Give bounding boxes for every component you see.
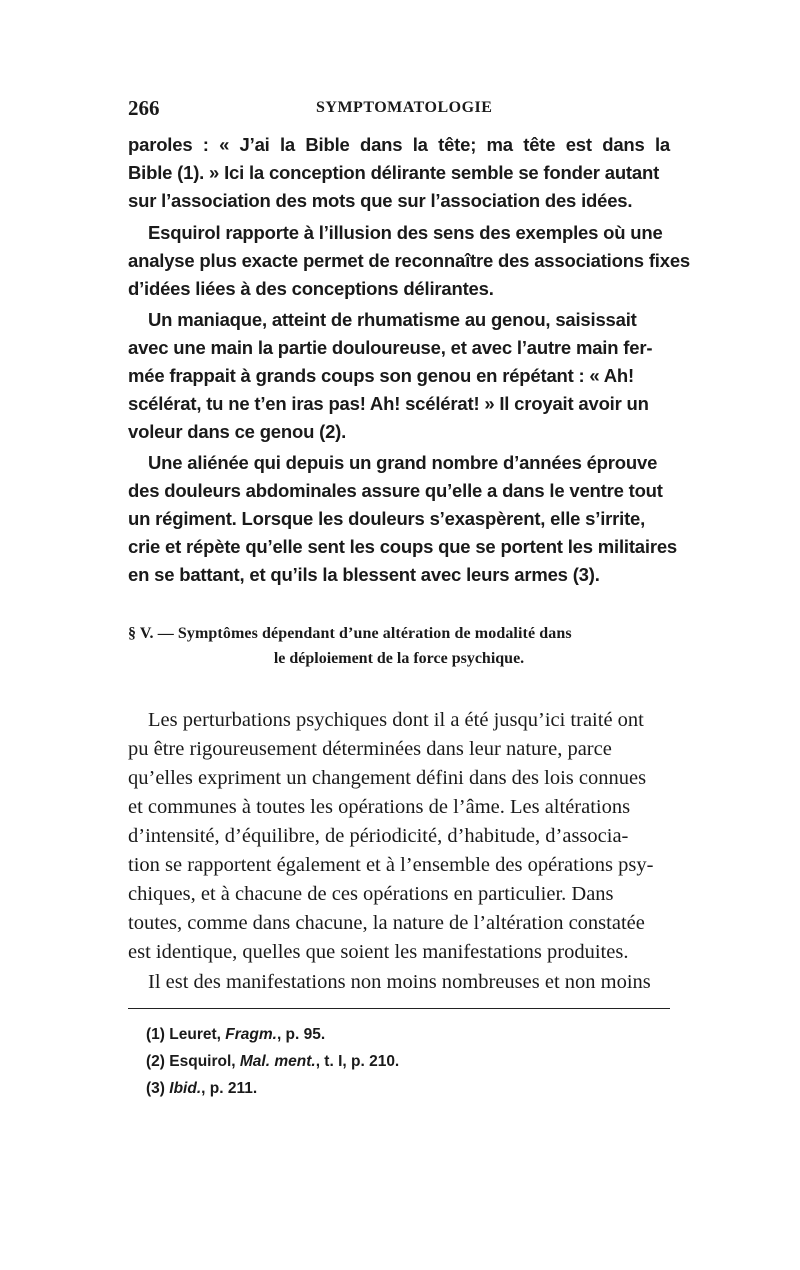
- footnote-ref: , p. 211.: [201, 1080, 258, 1097]
- text-line: un régiment. Lorsque les douleurs s’exaspèrent, elle s’irrite,: [128, 508, 646, 529]
- page-header: [128, 96, 670, 124]
- footnote-1: [146, 1026, 325, 1044]
- text-line: Il est des manifestations non moins nombreuses et non moins: [148, 971, 651, 993]
- running-head: SYMPTOMATOLOGIE: [316, 99, 493, 116]
- footnote-title: Ibid.: [169, 1080, 202, 1097]
- text-line: voleur dans ce genou (2).: [128, 421, 347, 442]
- text-line: crie et répète qu’elle sent les coups que se portent les militaires: [128, 536, 677, 557]
- footnote-text: Esquirol,: [169, 1053, 240, 1070]
- text-line: analyse plus exacte permet de reconnaître des associations fixes: [128, 250, 690, 271]
- text-line: Bible (1). » Ici la conception délirante semble se fonder autant: [128, 162, 660, 183]
- footnote-ref: , p. 95.: [276, 1026, 326, 1043]
- text-line: Un maniaque, atteint de rhumatisme au genou, saisissait: [148, 309, 637, 330]
- footnote-ref: , t. I, p. 210.: [315, 1053, 400, 1070]
- footnote-title: Fragm.: [225, 1026, 277, 1043]
- text-line: est identique, quelles que soient les manifestations produites.: [128, 941, 629, 963]
- text-line: tion se rapportent également et à l’ensemble des opérations psy-: [128, 854, 654, 876]
- text-line: Une aliénée qui depuis un grand nombre d’années éprouve: [148, 452, 658, 473]
- text-line: toutes, comme dans chacune, la nature de l’altération constatée: [128, 912, 645, 934]
- text-line: scélérat, tu ne t’en iras pas! Ah! scélérat! » Il croyait avoir un: [128, 393, 649, 414]
- page-number: 266: [128, 96, 160, 120]
- text-line: qu’elles expriment un changement défini dans des lois connues: [128, 767, 647, 789]
- text-line: chiques, et à chacune de ces opérations en particulier. Dans: [128, 883, 614, 905]
- text-line: d’intensité, d’équilibre, de périodicité, d’habitude, d’associa-: [128, 825, 629, 847]
- text-line: et communes à toutes les opérations de l’âme. Les altérations: [128, 796, 631, 818]
- text-line: des douleurs abdominales assure qu’elle a dans le ventre tout: [128, 480, 663, 501]
- section-title-line-2: le déploiement de la force psychique.: [273, 650, 525, 667]
- text-line: Esquirol rapporte à l’illusion des sens des exemples où une: [148, 222, 663, 243]
- footnote-number: (3): [146, 1080, 165, 1097]
- text-line: d’idées liées à des conceptions délirantes.: [128, 278, 494, 299]
- text-line: Les perturbations psychiques dont il a été jusqu’ici traité ont: [148, 709, 644, 731]
- footnote-2: [146, 1053, 399, 1071]
- text-line: pu être rigoureusement déterminées dans leur nature, parce: [128, 738, 612, 760]
- footnote-number: (2): [146, 1053, 165, 1070]
- text-line: paroles : « J’ai la Bible dans la tête; ma tête est dans la: [128, 134, 670, 155]
- text-line: sur l’association des mots que sur l’association des idées.: [128, 190, 633, 211]
- text-line: en se battant, et qu’ils la blessent avec leurs armes (3).: [128, 564, 600, 585]
- section-title-line-1: § V. — Symptômes dépendant d’une altération de modalité dans: [128, 625, 572, 642]
- footnote-3: [146, 1080, 257, 1098]
- footnote-title: Mal. ment.: [239, 1053, 316, 1070]
- text-line: avec une main la partie douloureuse, et avec l’autre main fer-: [128, 337, 653, 358]
- footnote-text: Leuret,: [169, 1026, 226, 1043]
- footnote-divider: [128, 1008, 670, 1009]
- footnote-number: (1): [146, 1026, 165, 1043]
- text-line: mée frappait à grands coups son genou en répétant : « Ah!: [128, 365, 634, 386]
